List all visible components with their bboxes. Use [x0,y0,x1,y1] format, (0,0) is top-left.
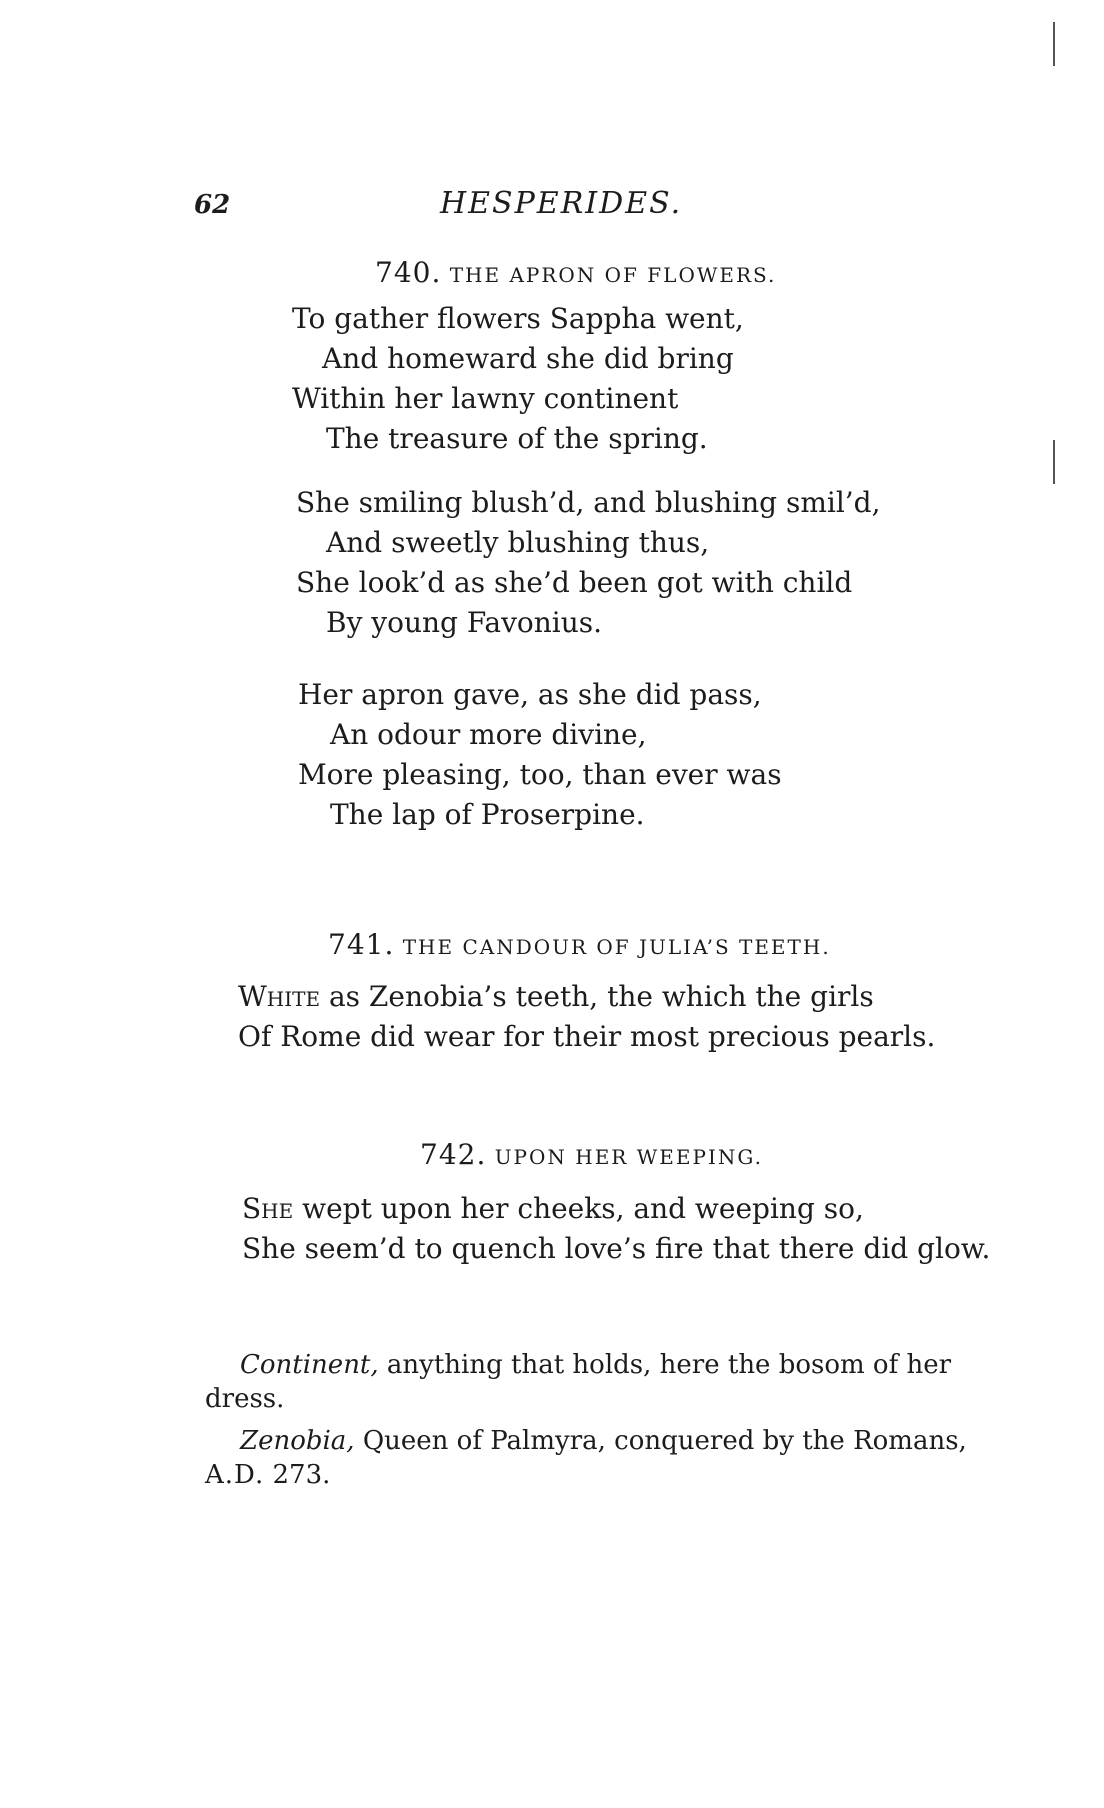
verse-line: The treasure of the spring. [326,422,708,455]
verse-line [242,1192,864,1225]
verse-initial-word: White [238,980,321,1013]
verse-text: She seem’d to quench love’s fire that there did glow. [242,1232,991,1265]
verse-line: Within her lawny continent [292,382,679,415]
verse-line: She smiling blush’d, and blushing smil’d, [296,486,881,519]
verse-line: To gather flowers Sappha went, [292,302,744,335]
verse-line [238,980,874,1013]
poem-title-740 [375,256,776,289]
page-number: 62 [194,190,231,220]
scan-edge-mark [1053,440,1055,484]
verse-line: An odour more divine, [330,718,647,751]
footnote-term: Continent, [240,1350,379,1380]
footnote-text: anything that holds, here the bosom of her [378,1350,952,1380]
footnote-continuation: dress. [205,1384,285,1414]
scan-edge-mark [1053,22,1055,66]
poem-title-text: THE APRON OF FLOWERS. [449,263,777,287]
poem-title-text: UPON HER WEEPING. [494,1145,763,1169]
verse-text: Of Rome did wear for their most precious pearls. [238,1020,936,1053]
footnote-date-year: 273. [264,1460,331,1490]
footnote [205,1424,980,1492]
poem-number: 741. [328,928,395,961]
verse-line: Her apron gave, as she did pass, [298,678,762,711]
verse-text: wept upon her cheeks, and weeping so, [293,1192,864,1225]
verse-text: as Zenobia’s teeth, the which the girls [320,980,874,1013]
verse-line: By young Favonius. [326,606,603,639]
verse-line [242,1232,990,1265]
verse-line: The lap of Proserpine. [330,798,645,831]
verse-line: More pleasing, too, than ever was [298,758,782,791]
verse-line: And sweetly blushing thus, [326,526,710,559]
running-head: HESPERIDES. [440,186,683,221]
footnote-continuation [205,1460,330,1490]
poem-number: 740. [375,256,442,289]
footnote-date-era: A.D. [205,1460,265,1490]
poem-title-text: THE CANDOUR OF JULIA’S TEETH. [402,935,831,959]
footnote [205,1348,980,1416]
poem-title-741 [328,928,831,961]
verse-line: And homeward she did bring [322,342,734,375]
verse-line: She look’d as she’d been got with child [296,566,853,599]
verse-line [238,1020,935,1053]
poem-title-742 [420,1138,763,1171]
verse-initial-word: She [242,1192,294,1225]
poem-number: 742. [420,1138,487,1171]
footnote-term: Zenobia, [240,1426,355,1456]
footnote-text: Queen of Palmyra, conquered by the Romans, [354,1426,967,1456]
